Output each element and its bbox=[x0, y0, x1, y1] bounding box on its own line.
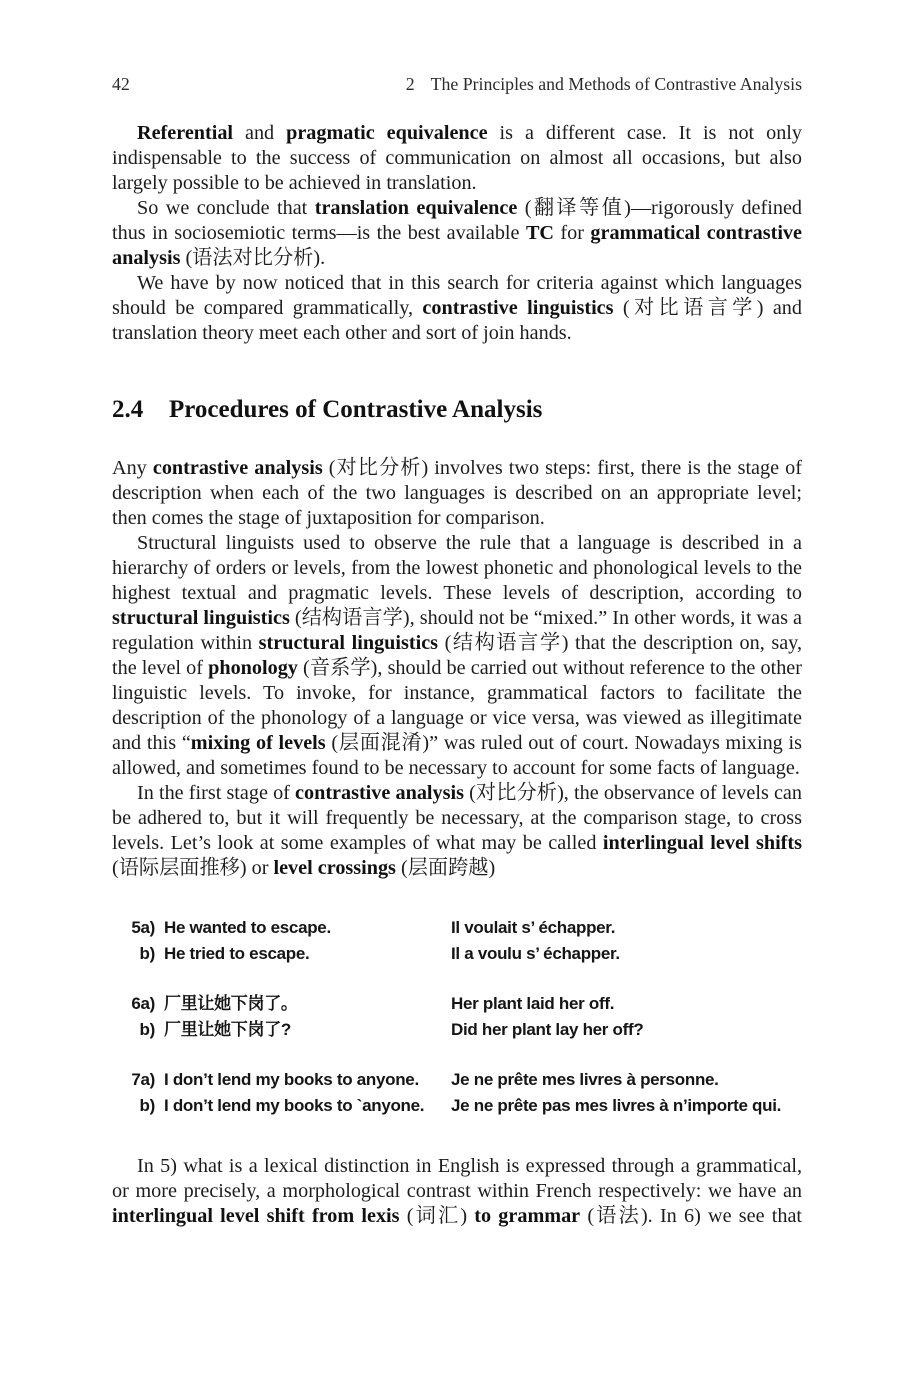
bold-term: Referential bbox=[137, 122, 234, 144]
text-run: (语法). In 6) we see that bbox=[580, 1205, 803, 1227]
example-source: 厂里让她下岗了。 bbox=[164, 994, 298, 1013]
body-paragraph bbox=[112, 1154, 802, 1229]
bold-term: grammatical contrastive analysis bbox=[112, 222, 802, 269]
example-row bbox=[112, 941, 802, 967]
section-number: 2.4 bbox=[112, 396, 144, 423]
body-paragraph bbox=[112, 531, 802, 781]
bold-term: level crossings bbox=[273, 857, 396, 879]
text-run: (结构语言学) that the description on, say, the level of bbox=[112, 632, 803, 679]
example-row bbox=[112, 1093, 802, 1119]
text-run: (结构语言学), should not be “mixed.” In other words, it was a regulation within bbox=[112, 607, 803, 654]
bold-term: structural linguistics bbox=[112, 607, 290, 629]
text-run: (语法对比分析). bbox=[180, 247, 326, 269]
page-body bbox=[112, 121, 802, 1229]
text-run: (对比分析) involves two steps: first, there is the stage of description when each of the two languages is described on an appropriate level; then comes the stage of juxtaposition for comparison. bbox=[112, 457, 802, 529]
example-group bbox=[112, 1067, 802, 1119]
text-run: We have by now noticed that in this search for criteria against which languages should be compared grammatically, bbox=[112, 272, 802, 319]
bold-term: translation equivalence bbox=[314, 197, 518, 219]
bold-term: contrastive analysis bbox=[295, 782, 464, 804]
text-run: for bbox=[553, 222, 591, 244]
bold-term: interlingual level shifts bbox=[602, 832, 802, 854]
example-target: Je ne prête pas mes livres à n’importe qui. bbox=[451, 1096, 782, 1115]
example-label: 6a) bbox=[131, 994, 155, 1013]
text-run: (层面跨越) bbox=[395, 857, 496, 879]
example-list bbox=[112, 915, 802, 1119]
example-target: Her plant laid her off. bbox=[451, 994, 615, 1013]
example-group bbox=[112, 915, 802, 967]
text-run: (对比语言学) and translation theory meet each other and sort of join hands. bbox=[112, 297, 802, 344]
text-run: is a different case. It is not only indispensable to the success of communication on almost all occasions, but also largely possible to be achieved in translation. bbox=[112, 122, 802, 194]
running-head bbox=[112, 74, 802, 94]
chapter-running-title bbox=[406, 74, 802, 94]
example-target: Did her plant lay her off? bbox=[451, 1020, 644, 1039]
example-source: He tried to escape. bbox=[164, 944, 310, 963]
example-row bbox=[112, 991, 802, 1017]
example-label: 5a) bbox=[131, 918, 155, 937]
bold-term: to grammar bbox=[474, 1205, 581, 1227]
example-label: b) bbox=[139, 1096, 155, 1115]
bold-term: structural linguistics bbox=[258, 632, 439, 654]
text-run: (层面混淆)” was ruled out of court. Nowadays mixing is allowed, and sometimes found to be necessary to account for some facts of language. bbox=[112, 732, 802, 779]
example-group bbox=[112, 991, 802, 1043]
text-run: (对比分析), the observance of levels can be adhered to, but it will frequently be necessary, at the comparison stage, to cross levels. Let’s look at some examples of what may be called bbox=[112, 782, 802, 854]
body-paragraph bbox=[112, 781, 802, 881]
example-target: Il voulait s’ échapper. bbox=[451, 918, 616, 937]
body-paragraph bbox=[112, 456, 802, 531]
chapter-number: 2 bbox=[405, 74, 415, 94]
example-source: I don’t lend my books to anyone. bbox=[164, 1070, 419, 1089]
bold-term: mixing of levels bbox=[190, 732, 326, 754]
example-row bbox=[112, 1067, 802, 1093]
text-run: and bbox=[233, 122, 287, 144]
bold-term: phonology bbox=[208, 657, 298, 679]
body-paragraph bbox=[112, 121, 802, 196]
page-number: 42 bbox=[112, 74, 130, 94]
example-label: b) bbox=[139, 944, 155, 963]
bold-term: contrastive linguistics bbox=[422, 297, 614, 319]
text-run: (音系学), should be carried out without reference to the other linguistic levels. To invoke, for instance, grammatical factors to facilitate the description of the phonology of a language or vice versa, was viewed as illegitimate and this “ bbox=[112, 657, 802, 754]
example-label: 7a) bbox=[131, 1070, 155, 1089]
text-run: (翻译等值)—rigorously defined thus in sociosemiotic terms—is the best available bbox=[112, 197, 802, 244]
bold-term: contrastive analysis bbox=[152, 457, 323, 479]
text-run: (语际层面推移) or bbox=[112, 857, 274, 879]
example-source: I don’t lend my books to `anyone. bbox=[164, 1096, 425, 1115]
bold-term: TC bbox=[525, 222, 554, 244]
example-target: Je ne prête mes livres à personne. bbox=[451, 1070, 719, 1089]
example-target: Il a voulu s’ échapper. bbox=[451, 944, 620, 963]
example-row bbox=[112, 915, 802, 941]
text-run: (词汇) bbox=[399, 1205, 475, 1227]
text-run: In the first stage of bbox=[137, 782, 296, 804]
text-run: So we conclude that bbox=[137, 197, 315, 219]
section-heading bbox=[112, 395, 802, 425]
bold-term: interlingual level shift from lexis bbox=[112, 1205, 400, 1227]
example-label: b) bbox=[139, 1020, 155, 1039]
chapter-title: The Principles and Methods of Contrastive Analysis bbox=[430, 74, 802, 94]
example-row bbox=[112, 1017, 802, 1043]
text-run: Structural linguists used to observe the rule that a language is described in a hierarchy of orders or levels, from the lowest phonetic and phonological levels to the highest textual and pragmatic levels. These levels of description, according to bbox=[112, 532, 802, 604]
text-run: In 5) what is a lexical distinction in English is expressed through a grammatical, or more precisely, a morphological contrast within French respectively: we have an bbox=[112, 1155, 802, 1202]
example-source: 厂里让她下岗了? bbox=[164, 1020, 291, 1039]
body-paragraph bbox=[112, 271, 802, 346]
bold-term: pragmatic equivalence bbox=[286, 122, 488, 144]
example-source: He wanted to escape. bbox=[164, 918, 331, 937]
text-run: Any bbox=[112, 457, 153, 479]
body-paragraph bbox=[112, 196, 802, 271]
section-title: Procedures of Contrastive Analysis bbox=[169, 396, 543, 423]
